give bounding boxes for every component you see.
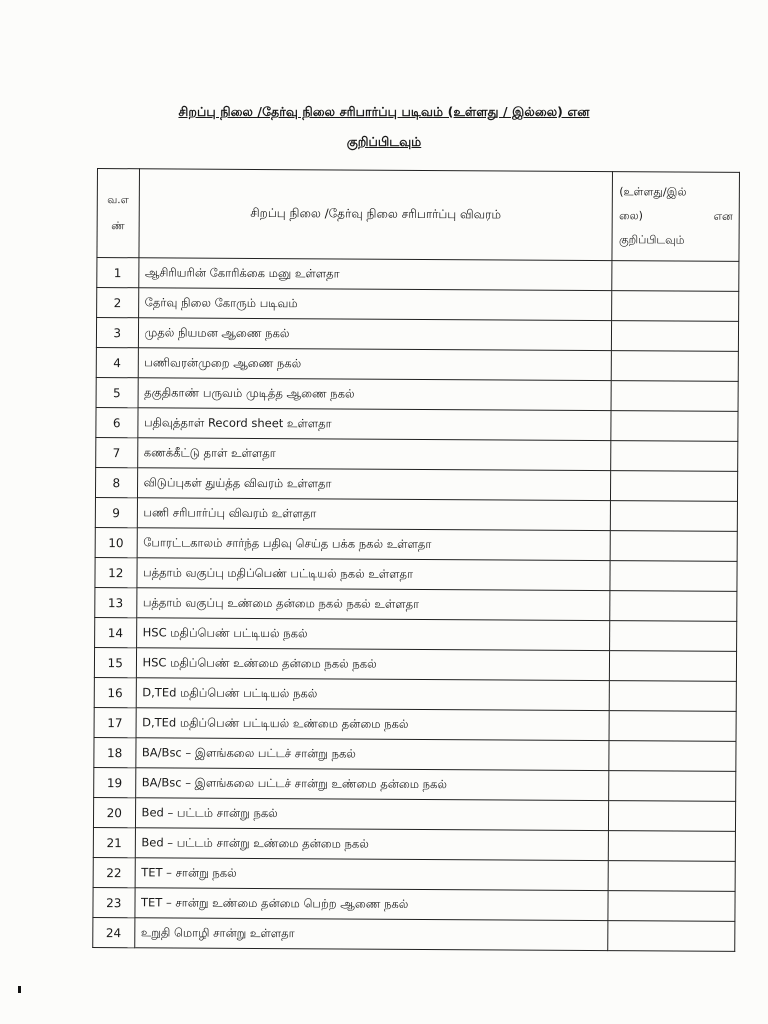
row-description: தகுதிகாண் பருவம் முடித்த ஆணை நகல் <box>138 378 612 411</box>
form-title: சிறப்பு நிலை /தேர்வு நிலை சரிபார்ப்பு படிவம் (உள்ளது / இல்லை) என <box>178 104 590 119</box>
row-serial-number: 22 <box>93 857 135 887</box>
row-status-cell[interactable] <box>610 621 737 652</box>
row-status-cell[interactable] <box>611 441 738 472</box>
row-description: பணிவரன்முறை ஆணை நகல் <box>138 348 612 381</box>
row-serial-number: 9 <box>95 497 137 527</box>
table-row <box>95 527 737 561</box>
row-status-cell[interactable] <box>612 291 739 322</box>
row-serial-number: 12 <box>95 557 137 587</box>
row-status-cell[interactable] <box>610 681 737 712</box>
table-row <box>95 467 737 501</box>
table-row <box>93 797 735 831</box>
row-serial-number: 20 <box>93 797 135 827</box>
row-status-cell[interactable] <box>610 561 737 592</box>
table-row <box>97 288 739 322</box>
row-status-cell[interactable] <box>611 381 738 412</box>
checklist-table <box>92 168 740 952</box>
row-serial-number: 6 <box>96 407 138 437</box>
row-status-cell[interactable] <box>611 411 738 442</box>
table-row <box>93 887 735 921</box>
row-serial-number: 7 <box>96 437 138 467</box>
row-description: கணக்கீட்டு தாள் உள்ளதா <box>137 438 611 471</box>
row-serial-number: 23 <box>93 887 135 917</box>
table-row <box>94 707 736 741</box>
row-status-cell[interactable] <box>612 351 739 382</box>
row-description: பணி சரிபார்ப்பு விவரம் உள்ளதா <box>137 498 611 531</box>
row-serial-number: 14 <box>95 617 137 647</box>
row-description: உறுதி மொழி சான்று உள்ளதா <box>134 918 608 951</box>
row-status-cell[interactable] <box>610 591 737 622</box>
table-row <box>96 347 738 381</box>
row-serial-number: 17 <box>94 707 136 737</box>
row-description: Bed – பட்டம் சான்று உண்மை தன்மை நகல் <box>135 828 609 861</box>
row-serial-number: 19 <box>94 767 136 797</box>
row-serial-number: 2 <box>97 288 139 318</box>
header-status-line2: லை) என <box>619 209 733 223</box>
row-status-cell[interactable] <box>611 501 738 532</box>
row-description: BA/Bsc – இளங்கலை பட்டச் சான்று நகல் <box>135 738 609 771</box>
row-description: D,TEd மதிப்பெண் பட்டியல் நகல் <box>136 678 610 711</box>
row-status-cell[interactable] <box>612 321 739 352</box>
row-serial-number: 8 <box>95 467 137 497</box>
header-status-line3: குறிப்பிடவும் <box>618 233 685 247</box>
row-description: BA/Bsc – இளங்கலை பட்டச் சான்று உண்மை தன்மை நகல் <box>135 768 609 801</box>
row-serial-number: 15 <box>94 647 136 677</box>
table-row <box>95 497 737 531</box>
row-status-cell[interactable] <box>610 651 737 682</box>
row-serial-number: 1 <box>97 258 139 288</box>
row-status-cell[interactable] <box>609 861 736 892</box>
row-status-cell[interactable] <box>609 711 736 742</box>
table-row <box>94 737 736 771</box>
table-header-row <box>97 169 740 262</box>
row-status-cell[interactable] <box>612 261 739 292</box>
table-row <box>96 318 738 352</box>
row-description: D,TEd மதிப்பெண் பட்டியல் உண்மை தன்மை நகல் <box>136 708 610 741</box>
table-row <box>93 857 735 891</box>
header-status-column <box>612 172 739 262</box>
row-description: பத்தாம் வகுப்பு உண்மை தன்மை நகல் நகல் உள்ளதா <box>136 588 610 621</box>
row-serial-number: 10 <box>95 527 137 557</box>
table-row <box>96 407 738 441</box>
header-serial-number <box>97 169 139 258</box>
row-status-cell[interactable] <box>608 921 735 952</box>
scan-mark <box>18 986 21 993</box>
row-serial-number: 21 <box>93 827 135 857</box>
row-serial-number: 3 <box>96 318 138 348</box>
row-status-cell[interactable] <box>609 801 736 832</box>
table-row <box>96 377 738 411</box>
row-status-cell[interactable] <box>611 471 738 502</box>
row-status-cell[interactable] <box>609 741 736 772</box>
row-serial-number: 16 <box>94 677 136 707</box>
row-serial-number: 4 <box>96 347 138 377</box>
row-description: HSC மதிப்பெண் உண்மை தன்மை நகல் நகல் <box>136 648 610 681</box>
header-description: சிறப்பு நிலை /தேர்வு நிலை சரிபார்ப்பு விவரம் <box>138 169 612 261</box>
row-serial-number: 5 <box>96 377 138 407</box>
row-description: Bed – பட்டம் சான்று நகல் <box>135 798 609 831</box>
row-status-cell[interactable] <box>609 831 736 862</box>
row-status-cell[interactable] <box>609 771 736 802</box>
table-row <box>93 917 735 951</box>
table-row <box>95 587 737 621</box>
row-serial-number: 13 <box>95 587 137 617</box>
row-status-cell[interactable] <box>608 891 735 922</box>
table-row <box>95 557 737 591</box>
row-description: TET – சான்று உண்மை தன்மை பெற்ற ஆணை நகல் <box>134 888 608 921</box>
row-description: போரட்டகாலம் சார்ந்த பதிவு செய்த பக்க நகல் உள்ளதா <box>137 528 611 561</box>
row-serial-number: 24 <box>93 917 135 947</box>
row-description: முதல் நியமன ஆணை நகல் <box>138 318 612 351</box>
header-serial-line1: வ.எ <box>107 194 129 207</box>
table-row <box>94 767 736 801</box>
table-row <box>97 258 739 292</box>
form-title-continued: குறிப்பிடவும் <box>346 134 422 149</box>
header-status-line1: (உள்ளது/இல் <box>619 185 687 199</box>
table-row <box>95 617 737 651</box>
row-description: TET – சான்று நகல் <box>135 858 609 891</box>
row-description: தேர்வு நிலை கோரும் படிவம் <box>138 288 612 321</box>
row-serial-number: 18 <box>94 737 136 767</box>
table-row <box>94 647 736 681</box>
table-row <box>93 827 735 861</box>
table-row <box>94 677 736 711</box>
row-description: பத்தாம் வகுப்பு மதிப்பெண் பட்டியல் நகல் உள்ளதா <box>136 558 610 591</box>
row-description: விடுப்புகள் துய்த்த விவரம் உள்ளதா <box>137 468 611 501</box>
header-serial-line2: ண் <box>111 220 125 233</box>
row-status-cell[interactable] <box>611 531 738 562</box>
row-description: பதிவுத்தாள் Record sheet உள்ளதா <box>137 408 611 441</box>
table-row <box>96 437 738 471</box>
row-description: ஆசிரியரின் கோரிக்கை மனு உள்ளதா <box>138 258 612 291</box>
row-description: HSC மதிப்பெண் பட்டியல் நகல் <box>136 618 610 651</box>
